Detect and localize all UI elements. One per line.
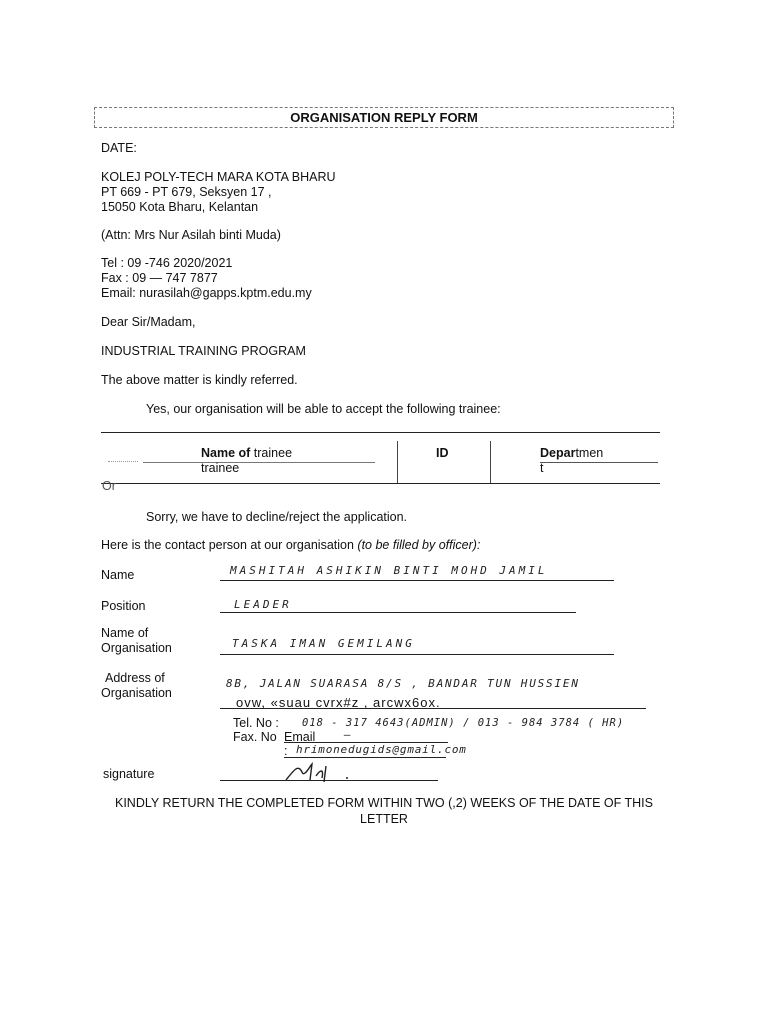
org-label-2: Organisation	[101, 641, 172, 655]
tel-line: Tel : 09 -746 2020/2021	[101, 256, 233, 270]
contact-intro	[101, 538, 480, 552]
email-line: Email: nurasilah@gapps.kptm.edu.my	[101, 286, 312, 300]
dept-underline	[540, 462, 658, 463]
position-label: Position	[101, 599, 146, 613]
date-label: DATE:	[101, 141, 137, 155]
fax-label: Fax. No	[233, 730, 277, 744]
org-value: TASKA IMAN GEMILANG	[232, 637, 415, 650]
col-name-overflow: trainee	[201, 461, 240, 475]
email-underline	[284, 757, 446, 758]
email-value: hrimonedugids@gmail.com	[296, 743, 467, 756]
table-bottom-border	[101, 483, 660, 484]
signature-underline	[220, 780, 438, 781]
col-dept-header	[540, 446, 603, 460]
accept-statement: Yes, our organisation will be able to accept the following trainee:	[146, 402, 501, 416]
name-value: MASHITAH ASHIKIN BINTI MOHD JAMIL	[230, 564, 548, 577]
contact-intro-note: (to be filled by officer):	[357, 538, 481, 552]
addr-value: 8B, JALAN SUARASA 8/S , BANDAR TUN HUSSIEN	[226, 677, 580, 690]
footer-line-1: KINDLY RETURN THE COMPLETED FORM WITHIN TWO (,2) WEEKS OF THE DATE OF THIS	[114, 796, 653, 810]
table-divider-2	[490, 441, 491, 483]
col-id-header: ID	[436, 446, 449, 460]
col-name-prefix: Name of	[201, 446, 251, 460]
addr-label-2: Organisation	[101, 686, 172, 700]
signature-mark	[280, 760, 360, 786]
signature-label: signature	[103, 767, 155, 781]
position-underline	[220, 612, 576, 613]
contact-intro-text: Here is the contact person at our organisation	[101, 538, 358, 552]
email-colon: :	[284, 744, 288, 758]
fax-line: Fax : 09 — 747 7877	[101, 271, 218, 285]
table-top-border	[101, 432, 660, 433]
address-line-1: KOLEJ POLY-TECH MARA KOTA BHARU	[101, 170, 336, 184]
form-title: ORGANISATION REPLY FORM	[290, 110, 478, 125]
col-dept-prefix: Depar	[540, 446, 576, 460]
org-label-1: Name of	[101, 626, 149, 640]
addr-label-1: Address of	[105, 671, 165, 685]
col-name-header	[201, 446, 292, 460]
form-title-box	[94, 107, 674, 128]
fax-value: –	[344, 728, 353, 741]
col-dept-overflow: t	[540, 461, 544, 475]
or-text: Or	[102, 479, 116, 493]
tel-label: Tel. No :	[233, 716, 279, 730]
table-mark	[108, 461, 138, 462]
position-value: LEADER	[234, 598, 292, 611]
table-divider-1	[397, 441, 398, 483]
addr-value-2: ovw, «suau cvrx#z , arcwx6ox.	[236, 695, 441, 710]
attention-line: (Attn: Mrs Nur Asilah binti Muda)	[101, 228, 281, 242]
org-underline	[220, 654, 614, 655]
col-name-rest: trainee	[250, 446, 293, 460]
salutation: Dear Sir/Madam,	[101, 315, 196, 329]
name-underline-field	[220, 580, 614, 581]
footer-line-2: LETTER	[360, 812, 408, 826]
name-label: Name	[101, 568, 135, 582]
email-label: Email	[284, 730, 316, 744]
addr-underline	[220, 708, 646, 709]
subject: INDUSTRIAL TRAINING PROGRAM	[101, 344, 306, 358]
col-dept-rest: tmen	[575, 446, 604, 460]
address-line-3: 15050 Kota Bharu, Kelantan	[101, 200, 259, 214]
decline-statement: Sorry, we have to decline/reject the application.	[146, 510, 408, 524]
referred-text: The above matter is kindly referred.	[101, 373, 298, 387]
tel-value: 018 - 317 4643(ADMIN) / 013 - 984 3784 ( HR)	[302, 717, 625, 729]
address-line-2: PT 669 - PT 679, Seksyen 17 ,	[101, 185, 272, 199]
name-underline	[143, 462, 375, 463]
